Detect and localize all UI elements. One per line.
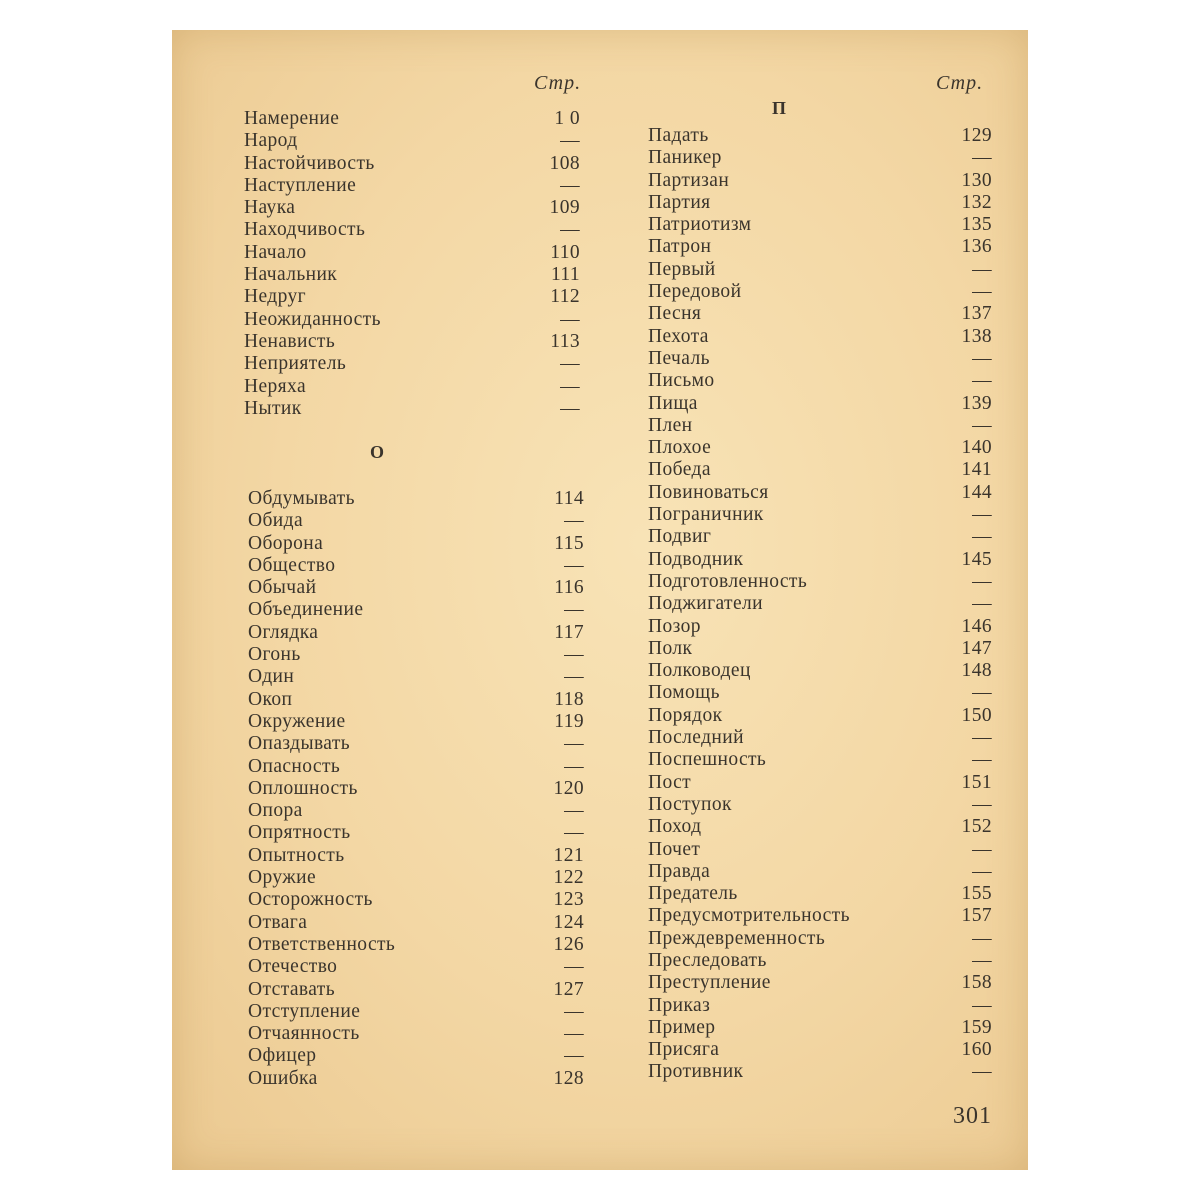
index-term: Осторожность	[248, 889, 373, 911]
index-entry	[648, 259, 992, 281]
index-page-ref: 160	[961, 1039, 992, 1061]
index-term: Позор	[648, 615, 701, 637]
index-page-ref: 146	[961, 615, 992, 637]
index-entry	[648, 794, 992, 816]
index-term: Наступление	[244, 174, 357, 196]
index-page-ref: 137	[961, 303, 992, 325]
index-entry	[648, 459, 992, 481]
index-entry	[248, 778, 584, 800]
index-entry	[248, 577, 584, 599]
index-page-ref: —	[560, 219, 580, 241]
index-term: Обдумывать	[248, 488, 355, 509]
index-term: Ошибка	[248, 1067, 318, 1089]
index-page-ref: —	[972, 347, 992, 369]
index-term: Печаль	[648, 347, 710, 369]
index-entry	[248, 822, 584, 844]
index-page-ref: —	[972, 147, 992, 169]
index-term: Ненависть	[244, 330, 336, 352]
index-term: Оплошность	[248, 777, 358, 799]
index-entry	[648, 616, 992, 638]
index-page-ref: —	[972, 727, 992, 749]
index-page-ref: 139	[961, 392, 992, 414]
index-page-ref: —	[972, 927, 992, 949]
index-term: Противник	[648, 1061, 744, 1083]
index-entry	[248, 1001, 584, 1023]
index-entry	[248, 867, 584, 889]
index-page-ref: —	[560, 353, 580, 375]
index-page-ref: —	[564, 822, 584, 844]
index-term: Ответственность	[248, 933, 396, 955]
index-entry	[244, 175, 580, 197]
index-page-ref: 118	[554, 688, 584, 710]
index-entry	[244, 309, 580, 331]
index-term: Оружие	[248, 867, 317, 889]
index-entry	[648, 705, 992, 727]
index-page-ref: —	[560, 174, 580, 196]
index-term: Патриотизм	[648, 214, 752, 236]
index-page-ref: —	[972, 838, 992, 860]
index-entry	[648, 995, 992, 1017]
index-entry	[648, 571, 992, 593]
index-term: Неожиданность	[244, 308, 381, 330]
index-entry	[248, 733, 584, 755]
index-term: Один	[248, 666, 295, 688]
index-term: Обида	[248, 510, 304, 532]
index-page-ref: —	[560, 308, 580, 330]
index-entry	[248, 711, 584, 733]
index-entry	[648, 816, 992, 838]
index-entry	[648, 839, 992, 861]
index-entry	[248, 845, 584, 867]
index-page-ref: —	[972, 1061, 992, 1083]
left-column-header: Стр.	[534, 72, 582, 94]
index-entry	[648, 772, 992, 794]
index-entry	[244, 264, 580, 286]
index-entry	[648, 638, 992, 660]
index-term: Пример	[648, 1016, 716, 1038]
index-term: Опрятность	[248, 822, 351, 844]
index-entry	[648, 905, 992, 927]
index-page-ref: 112	[550, 286, 580, 308]
index-page-ref: 136	[961, 236, 992, 258]
index-entry	[244, 376, 580, 398]
index-page-ref: —	[972, 504, 992, 526]
index-entry	[248, 800, 584, 822]
index-entry	[648, 972, 992, 994]
index-entry	[248, 1068, 584, 1090]
index-page-ref: —	[972, 994, 992, 1016]
index-page-ref: 159	[961, 1016, 992, 1038]
index-entry	[648, 1061, 992, 1083]
index-page-ref: 151	[961, 771, 992, 793]
index-entry	[648, 1039, 992, 1061]
index-term: Поход	[648, 816, 702, 838]
section-o-entries	[248, 488, 584, 1090]
index-entry	[248, 889, 584, 911]
index-entry	[648, 393, 992, 415]
index-entry	[244, 130, 580, 152]
index-entry	[244, 353, 580, 375]
index-entry	[648, 415, 992, 437]
index-entry	[244, 153, 580, 175]
index-entry	[248, 599, 584, 621]
index-page-ref: —	[564, 733, 584, 755]
index-page-ref: 113	[550, 330, 580, 352]
index-entry	[248, 934, 584, 956]
index-term: Начальник	[244, 264, 338, 286]
index-page-ref: 109	[549, 197, 580, 219]
index-term: Полк	[648, 637, 693, 659]
index-page-ref: —	[972, 949, 992, 971]
index-entry	[648, 482, 992, 504]
index-entry	[648, 682, 992, 704]
index-entry	[244, 242, 580, 264]
index-entry	[248, 644, 584, 666]
index-term: Оглядка	[248, 621, 319, 643]
index-page-ref: —	[972, 570, 992, 592]
index-page-ref: 147	[961, 637, 992, 659]
index-term: Плохое	[648, 437, 712, 459]
book-page	[172, 30, 1028, 1170]
index-page-ref: 128	[553, 1067, 584, 1089]
index-term: Пост	[648, 771, 692, 793]
index-term: Огонь	[248, 644, 301, 666]
index-entry	[648, 370, 992, 392]
index-page-ref: —	[564, 956, 584, 978]
index-term: Падать	[648, 125, 709, 146]
index-entry	[648, 192, 992, 214]
index-page-ref: 115	[554, 532, 584, 554]
index-page-ref: 138	[961, 325, 992, 347]
index-page-ref: —	[560, 130, 580, 152]
index-page-ref: 130	[961, 169, 992, 191]
index-page-ref: —	[972, 370, 992, 392]
index-entry	[248, 1045, 584, 1067]
index-term: Приказ	[648, 994, 711, 1016]
index-term: Недруг	[244, 286, 307, 308]
index-page-ref: 114	[554, 488, 584, 509]
index-entry	[648, 437, 992, 459]
index-page-ref: 158	[961, 972, 992, 994]
index-term: Партия	[648, 191, 711, 213]
index-entry	[648, 727, 992, 749]
index-page-ref: 150	[961, 704, 992, 726]
index-entry	[648, 749, 992, 771]
index-term: Объединение	[248, 599, 364, 621]
index-entry	[648, 348, 992, 370]
section-letter-o: О	[370, 442, 385, 462]
index-term: Присяга	[648, 1039, 720, 1061]
index-page-ref: —	[972, 749, 992, 771]
index-page-ref: 126	[553, 933, 584, 955]
index-term: Отставать	[248, 978, 336, 1000]
index-page-ref: —	[972, 793, 992, 815]
index-page-ref: 110	[550, 241, 580, 263]
index-entry	[248, 666, 584, 688]
index-entry	[648, 883, 992, 905]
index-page-ref: 127	[553, 978, 584, 1000]
index-term: Настойчивость	[244, 152, 375, 174]
index-term: Передовой	[648, 281, 742, 303]
index-page-ref: 140	[961, 437, 992, 459]
index-entry	[648, 504, 992, 526]
index-page-ref: 129	[961, 125, 992, 146]
index-page-ref: 157	[961, 905, 992, 927]
index-term: Полководец	[648, 660, 751, 682]
index-term: Пехота	[648, 325, 709, 347]
index-term: Почет	[648, 838, 701, 860]
index-entry	[648, 549, 992, 571]
index-entry	[248, 533, 584, 555]
index-entry	[248, 510, 584, 532]
index-term: Опытность	[248, 844, 345, 866]
index-entry	[648, 593, 992, 615]
index-term: Офицер	[248, 1045, 317, 1067]
index-entry	[244, 331, 580, 353]
index-page-ref: —	[564, 644, 584, 666]
index-page-ref: —	[560, 375, 580, 397]
index-term: Отступление	[248, 1000, 361, 1022]
index-page-ref: 111	[550, 264, 580, 286]
index-term: Подготовленность	[648, 570, 808, 592]
index-entry	[648, 147, 992, 169]
index-entry	[648, 326, 992, 348]
index-page-ref: 124	[553, 911, 584, 933]
index-page-ref: —	[564, 554, 584, 576]
index-term: Поспешность	[648, 749, 767, 771]
index-term: Преступление	[648, 972, 771, 994]
index-term: Опора	[248, 800, 303, 822]
index-term: Преждевременность	[648, 927, 826, 949]
index-page-ref: —	[972, 526, 992, 548]
index-entry	[244, 286, 580, 308]
right-column-header: Стр.	[936, 72, 984, 94]
index-page-ref: 135	[961, 214, 992, 236]
index-term: Неряха	[244, 375, 307, 397]
index-entry	[648, 281, 992, 303]
index-entry	[648, 1017, 992, 1039]
index-page-ref: —	[972, 860, 992, 882]
index-term: Последний	[648, 727, 744, 749]
index-term: Патрон	[648, 236, 712, 258]
index-entry	[648, 928, 992, 950]
index-page-ref: 152	[961, 816, 992, 838]
index-page-ref: —	[564, 1023, 584, 1045]
index-term: Наука	[244, 197, 296, 219]
index-page-ref: 132	[961, 191, 992, 213]
index-term: Паникер	[648, 147, 722, 169]
index-page-ref: 155	[961, 883, 992, 905]
index-term: Нытик	[244, 397, 302, 419]
index-page-ref: —	[564, 599, 584, 621]
index-page-ref: —	[972, 258, 992, 280]
index-page-ref: —	[972, 281, 992, 303]
index-term: Подводник	[648, 548, 744, 570]
index-page-ref: 123	[553, 889, 584, 911]
index-entry	[244, 197, 580, 219]
index-term: Отечество	[248, 956, 338, 978]
index-term: Победа	[648, 459, 711, 481]
index-entry	[648, 303, 992, 325]
index-term: Предатель	[648, 883, 738, 905]
index-page-ref: 1 0	[554, 108, 580, 129]
index-page-ref: 121	[553, 844, 584, 866]
index-page-ref: —	[972, 414, 992, 436]
index-term: Окружение	[248, 710, 346, 732]
index-term: Партизан	[648, 169, 730, 191]
index-term: Опасность	[248, 755, 341, 777]
section-letter-p: П	[772, 98, 787, 118]
index-entry	[248, 488, 584, 510]
index-term: Обычай	[248, 577, 317, 599]
index-term: Первый	[648, 258, 716, 280]
index-page-ref: —	[564, 1000, 584, 1022]
index-term: Плен	[648, 414, 693, 436]
index-entry	[248, 756, 584, 778]
index-term: Отвага	[248, 911, 308, 933]
index-term: Неприятель	[244, 353, 347, 375]
index-term: Народ	[244, 130, 298, 152]
index-page-ref: 117	[554, 621, 584, 643]
index-page-ref: —	[564, 510, 584, 532]
index-entry	[248, 912, 584, 934]
index-page-ref: 116	[554, 577, 584, 599]
index-term: Помощь	[648, 682, 720, 704]
index-page-ref: —	[564, 1045, 584, 1067]
index-page-ref: —	[564, 666, 584, 688]
index-page-ref: —	[972, 593, 992, 615]
index-term: Песня	[648, 303, 702, 325]
index-entry	[648, 214, 992, 236]
index-entry	[244, 219, 580, 241]
index-entry	[648, 526, 992, 548]
index-page-ref: —	[564, 755, 584, 777]
section-p-entries	[648, 125, 992, 1084]
index-term: Находчивость	[244, 219, 366, 241]
index-term: Повиноваться	[648, 481, 769, 503]
index-term: Оборона	[248, 532, 324, 554]
index-page-ref: —	[564, 800, 584, 822]
index-entry	[248, 1023, 584, 1045]
index-term: Письмо	[648, 370, 715, 392]
index-page-ref: 108	[549, 152, 580, 174]
index-term: Пища	[648, 392, 698, 414]
index-entry	[648, 950, 992, 972]
index-term: Окоп	[248, 688, 293, 710]
index-term: Правда	[648, 860, 711, 882]
index-entry	[248, 555, 584, 577]
index-term: Поступок	[648, 793, 732, 815]
index-page-ref: 144	[961, 481, 992, 503]
index-term: Отчаянность	[248, 1023, 360, 1045]
index-term: Пограничник	[648, 504, 764, 526]
index-term: Преследовать	[648, 949, 767, 971]
index-term: Подвиг	[648, 526, 712, 548]
index-page-ref: 148	[961, 660, 992, 682]
index-entry	[648, 861, 992, 883]
index-page-ref: —	[560, 397, 580, 419]
index-term: Общество	[248, 554, 336, 576]
index-entry	[648, 125, 992, 147]
index-term: Намерение	[244, 108, 340, 129]
index-entry	[248, 622, 584, 644]
index-entry	[648, 660, 992, 682]
section-n-entries	[244, 108, 580, 420]
index-page-ref: 141	[961, 459, 992, 481]
index-entry	[248, 689, 584, 711]
index-term: Порядок	[648, 704, 723, 726]
index-term: Предусмотрительность	[648, 905, 850, 927]
index-page-ref: 119	[554, 710, 584, 732]
index-page-ref: —	[972, 682, 992, 704]
index-page-ref: 122	[553, 867, 584, 889]
index-term: Начало	[244, 241, 307, 263]
index-page-ref: 120	[553, 777, 584, 799]
index-page-ref: 145	[961, 548, 992, 570]
page-number: 301	[953, 1103, 992, 1129]
index-term: Опаздывать	[248, 733, 351, 755]
index-entry	[648, 170, 992, 192]
index-entry	[248, 956, 584, 978]
index-entry	[244, 398, 580, 420]
index-entry	[648, 236, 992, 258]
index-term: Поджигатели	[648, 593, 763, 615]
index-entry	[248, 979, 584, 1001]
index-entry	[244, 108, 580, 130]
